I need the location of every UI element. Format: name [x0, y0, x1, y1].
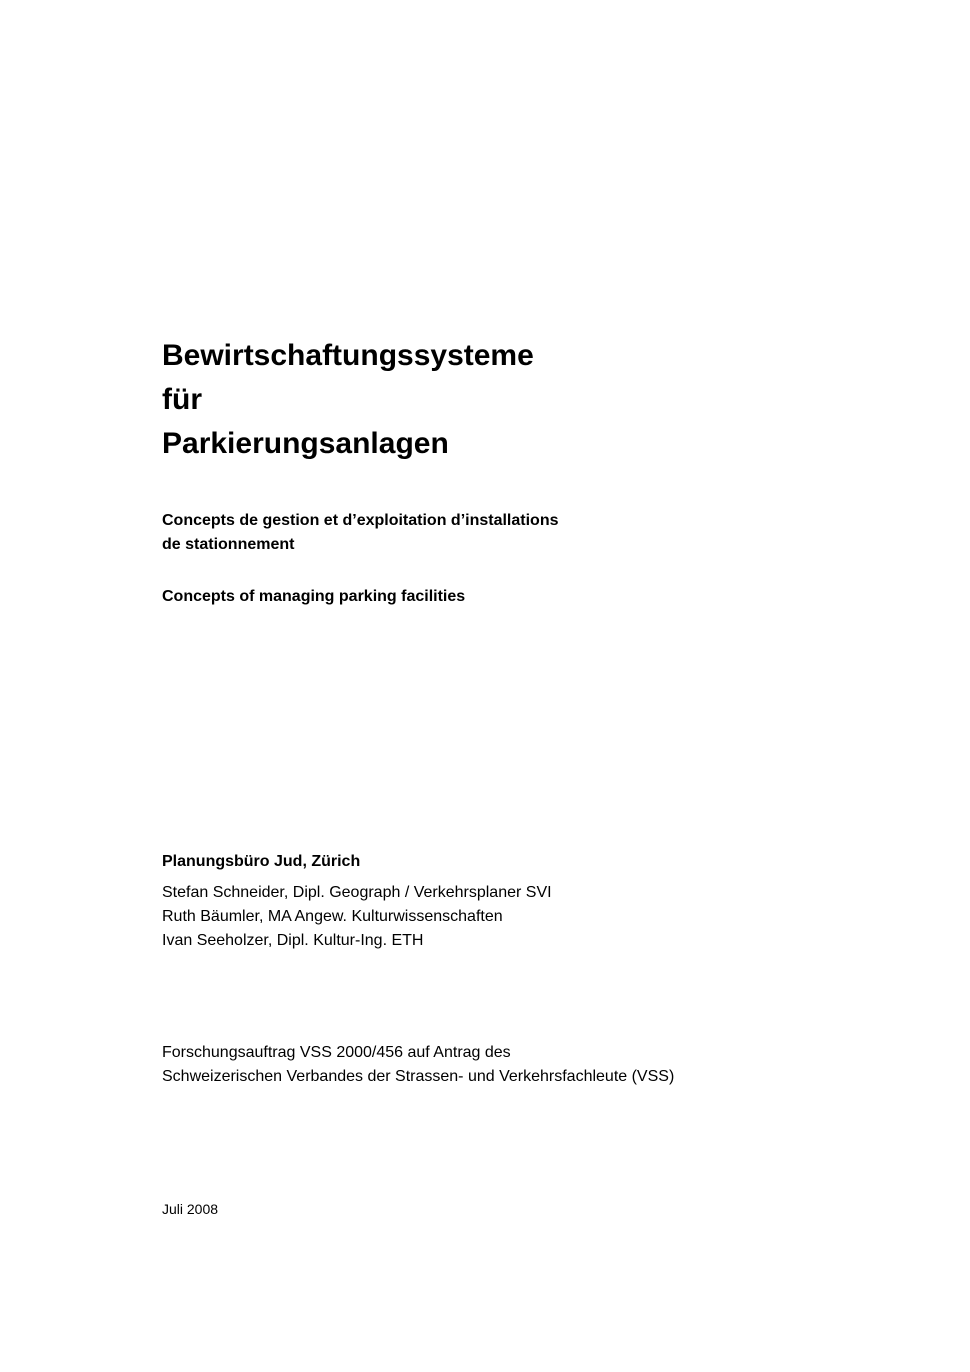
organization-name: Planungsbüro Jud, Zürich: [162, 853, 361, 870]
english-subtitle: Concepts of managing parking facilities: [162, 588, 466, 605]
title-line: Parkierungsanlagen: [162, 427, 449, 460]
french-subtitle: [162, 509, 558, 557]
french-subtitle-line: de stationnement: [162, 536, 295, 553]
author-list: [162, 881, 552, 953]
author-item: Stefan Schneider, Dipl. Geograph / Verkehrsplaner SVI: [162, 884, 552, 901]
title-line: Bewirtschaftungssysteme: [162, 339, 534, 372]
author-item: Ruth Bäumler, MA Angew. Kulturwissenschaften: [162, 908, 503, 925]
french-subtitle-line: Concepts de gestion et d’exploitation d’installations: [162, 512, 559, 529]
document-title: [162, 334, 534, 466]
commission-line: Schweizerischen Verbandes der Strassen- und Verkehrsfachleute (VSS): [162, 1068, 675, 1085]
title-line: für: [162, 383, 202, 416]
commission-line: Forschungsauftrag VSS 2000/456 auf Antrag des: [162, 1044, 511, 1061]
research-commission: [162, 1041, 674, 1089]
author-item: Ivan Seeholzer, Dipl. Kultur-Ing. ETH: [162, 932, 424, 949]
publication-date: Juli 2008: [162, 1201, 219, 1217]
